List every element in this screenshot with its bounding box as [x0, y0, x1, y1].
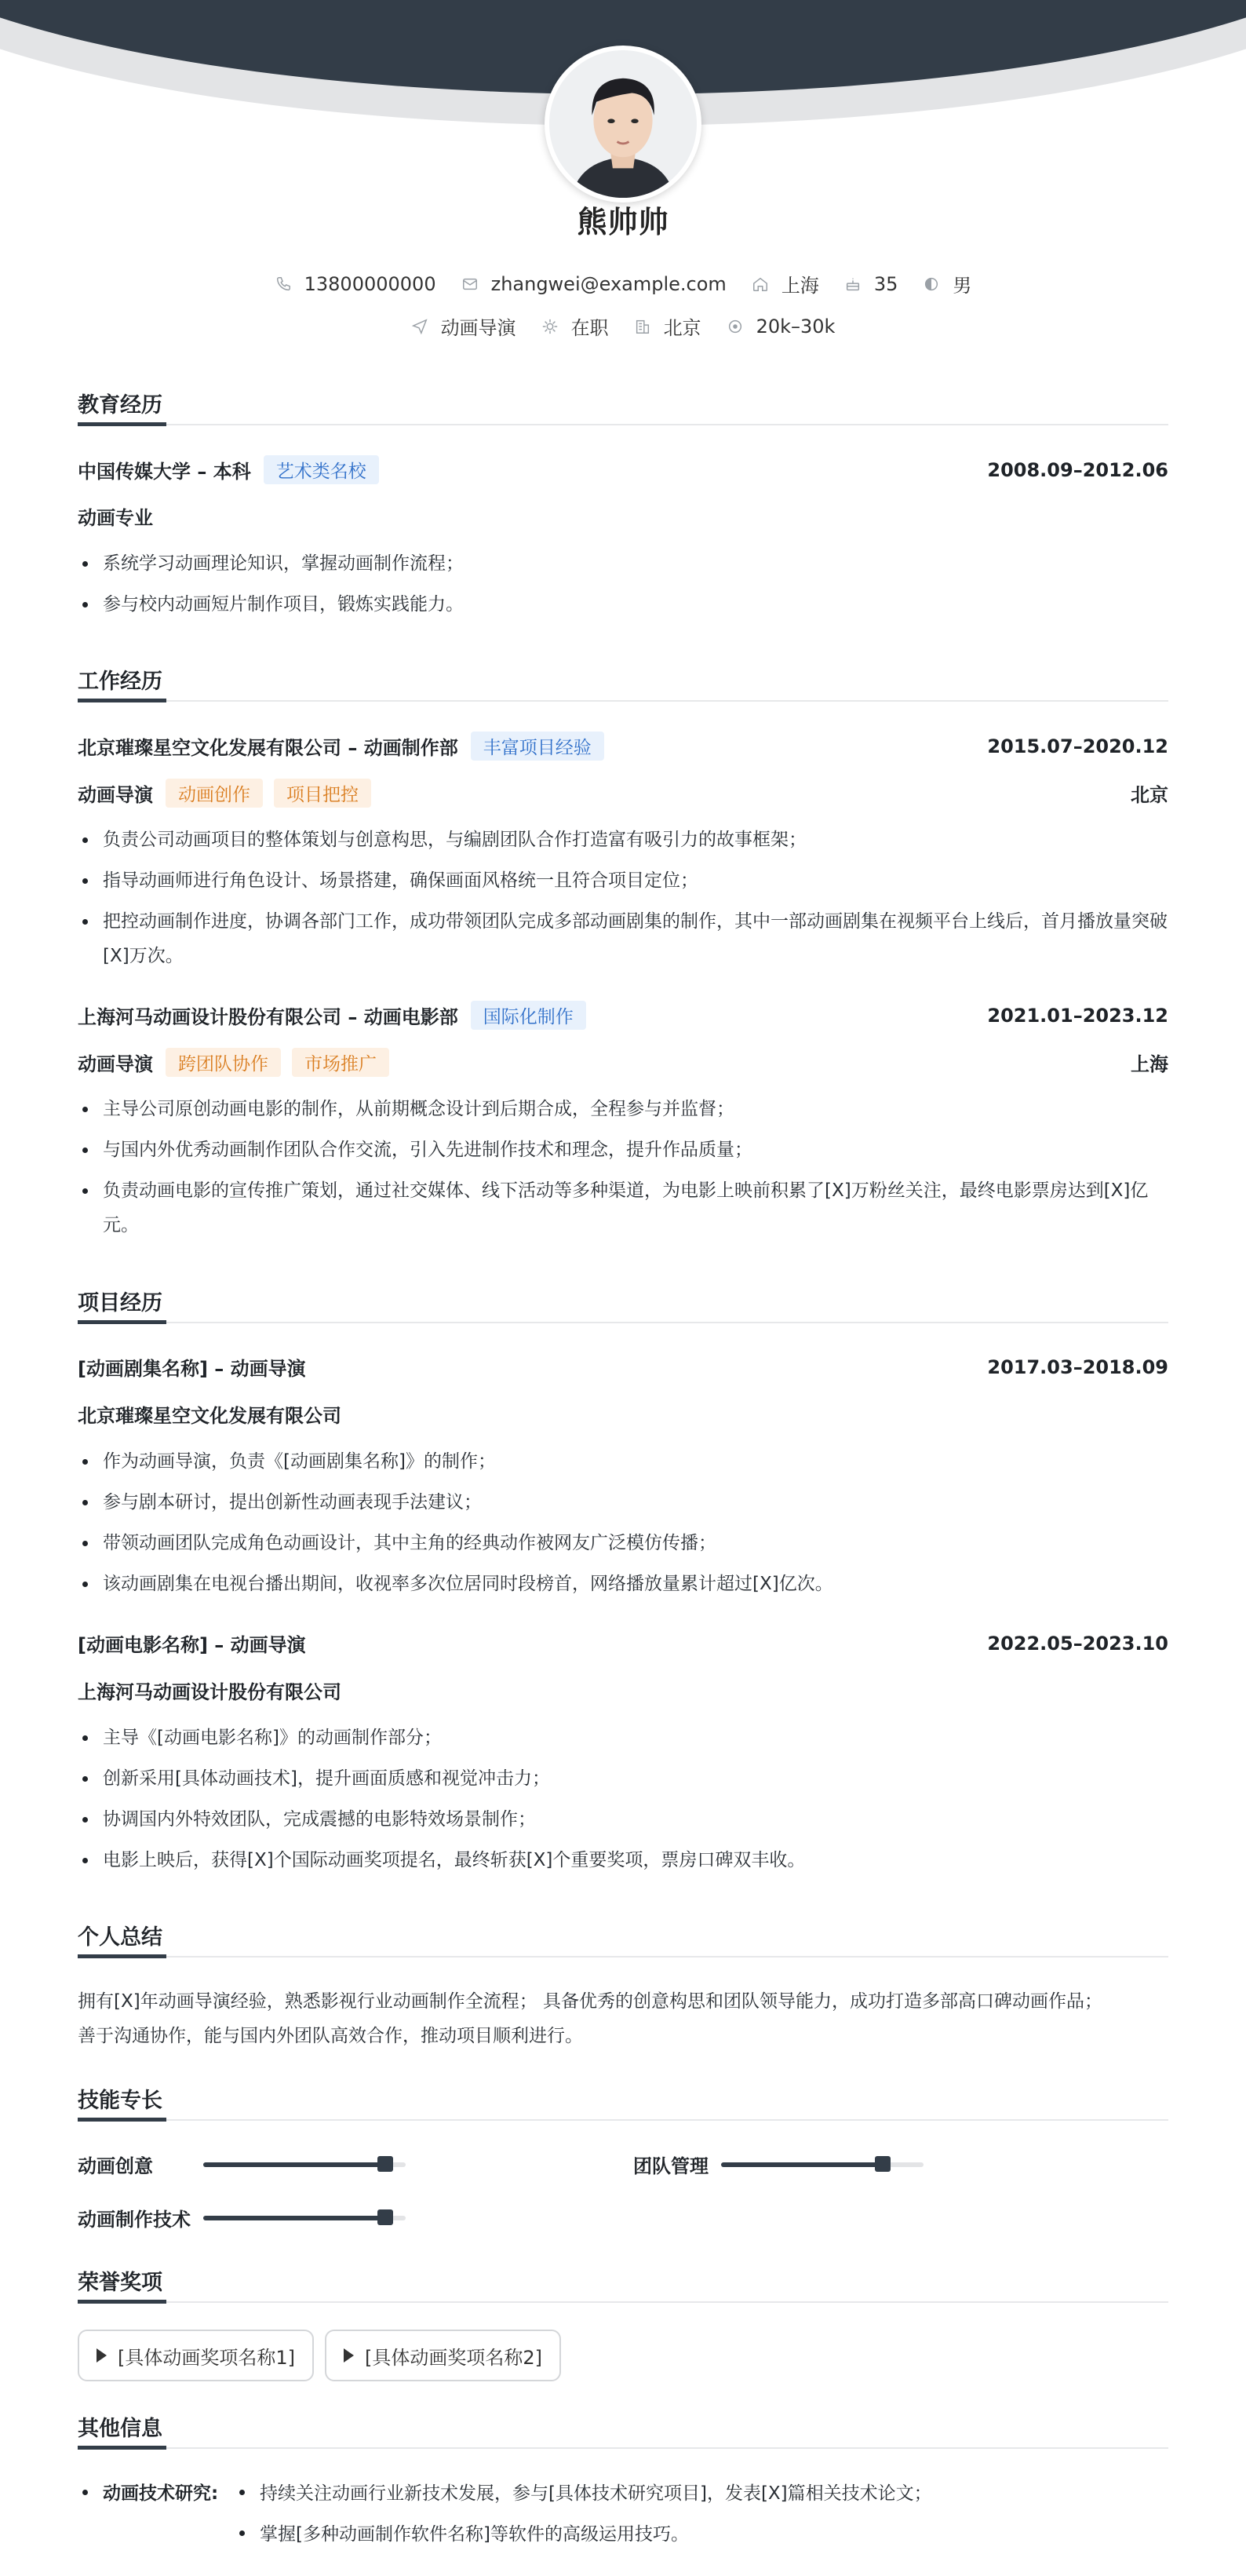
- project-date: 2017.03–2018.09: [987, 1356, 1168, 1378]
- school-tag: 艺术类名校: [264, 455, 379, 484]
- work-date: 2015.07–2020.12: [987, 735, 1168, 757]
- list-item: 参与剧本研讨，提出创新性动画表现手法建议；: [78, 1485, 1170, 1520]
- work-header: [78, 1001, 1168, 1030]
- section-accent: [78, 2118, 166, 2122]
- section-accent: [78, 2446, 166, 2450]
- skill-item: [78, 2204, 406, 2231]
- age-item: [844, 273, 898, 295]
- email-item: [461, 273, 727, 295]
- target-city-text: 北京: [663, 317, 701, 339]
- bullet-dot: [82, 2490, 88, 2495]
- age-text: 35: [873, 272, 898, 295]
- gender-item: [923, 270, 971, 297]
- major-row: [78, 502, 1168, 530]
- avatar: [545, 46, 701, 203]
- skill-name: 团队管理: [633, 2155, 709, 2177]
- skill-name: 动画创意: [78, 2155, 153, 2177]
- section-divider: [78, 2119, 1168, 2121]
- skill-item: [78, 2151, 406, 2178]
- city-text: 上海: [781, 275, 819, 297]
- company-tag: 丰富项目经验: [471, 732, 604, 761]
- summary-line: 拥有[X]年动画导演经验，熟悉影视行业动画制作全流程； 具备优秀的创意构思和团队领导能力，成功打造多部高口碑动画作品；: [78, 1991, 1103, 2012]
- section-title-projects: 项目经历: [78, 1291, 162, 1315]
- award-name: [具体动画奖项名称1]: [118, 2346, 295, 2369]
- list-item: 负责动画电影的宣传推广策划，通过社交媒体、线下活动等多种渠道，为电影上映前积累了[X]万粉丝关注，最终电影票房达到[X]亿元。: [78, 1173, 1170, 1242]
- project-header: [78, 1629, 1168, 1657]
- work-role-row: [78, 1048, 1168, 1077]
- list-item: 与国内外优秀动画制作团队合作交流，引入先进制作技术和理念，提升作品质量；: [78, 1133, 1170, 1167]
- status-icon: [541, 318, 559, 335]
- section-divider: [78, 2447, 1168, 2449]
- status-text: 在职: [570, 317, 609, 339]
- skill-bar: [203, 2162, 406, 2167]
- home-icon: [752, 275, 769, 293]
- education-date: 2008.09–2012.06: [987, 458, 1168, 481]
- project-header: [78, 1353, 1168, 1381]
- salary-item: [727, 316, 836, 338]
- major: 动画专业: [78, 507, 153, 529]
- work-location: 上海: [1131, 1053, 1168, 1075]
- section-title-work: 工作经历: [78, 670, 162, 694]
- list-item: 主导公司原创动画电影的制作，从前期概念设计到后期合成，全程参与并监督；: [78, 1092, 1170, 1126]
- section-divider: [78, 1956, 1168, 1958]
- city-item: [752, 270, 819, 297]
- cake-icon: [844, 275, 862, 293]
- other-item: 持续关注动画行业新技术发展，参与[具体技术研究项目]，发表[X]篇相关技术论文；: [260, 2483, 932, 2504]
- bullet-dot: [239, 2530, 245, 2536]
- skill-name: 动画制作技术: [78, 2209, 191, 2231]
- work-role: 动画导演: [78, 1053, 153, 1075]
- project-company-row: [78, 1400, 1168, 1428]
- school-name: 中国传媒大学 – 本科: [78, 461, 251, 483]
- mail-icon: [461, 275, 479, 293]
- section-title-summary: 个人总结: [78, 1925, 162, 1950]
- status-item: [541, 312, 609, 340]
- skill-bar-knob: [377, 2209, 393, 2225]
- skill-bar-knob: [875, 2156, 891, 2172]
- award-item[interactable]: [78, 2330, 314, 2381]
- section-accent: [78, 699, 166, 702]
- section-title-education: 教育经历: [78, 393, 162, 418]
- caret-right-icon: [97, 2348, 107, 2363]
- other-label: 动画技术研究:: [103, 2483, 219, 2504]
- skill-tag: 市场推广: [292, 1048, 389, 1077]
- skill-tag: 跨团队协作: [166, 1048, 281, 1077]
- section-title-other: 其他信息: [78, 2417, 162, 2441]
- section-title-skills: 技能专长: [78, 2089, 162, 2113]
- skill-item: [633, 2151, 924, 2178]
- skill-bar-fill: [721, 2162, 883, 2167]
- skill-bar: [203, 2216, 406, 2220]
- project-company-row: [78, 1677, 1168, 1704]
- company-name: 上海河马动画设计股份有限公司 – 动画电影部: [78, 1006, 458, 1028]
- candidate-name: 熊帅帅: [577, 205, 669, 239]
- work-role: 动画导演: [78, 784, 153, 806]
- award-name: [具体动画奖项名称2]: [365, 2346, 542, 2369]
- other-item: 掌握[多种动画制作软件名称]等软件的高级运用技巧。: [260, 2524, 689, 2545]
- skill-tag: 动画创作: [166, 779, 263, 808]
- list-item: 电影上映后，获得[X]个国际动画奖项提名，最终斩获[X]个重要奖项，票房口碑双丰收。: [78, 1843, 1170, 1877]
- position-text: 动画导演: [440, 317, 516, 339]
- section-divider: [78, 2301, 1168, 2303]
- project-title: [动画电影名称] – 动画导演: [78, 1634, 306, 1656]
- project-company: 上海河马动画设计股份有限公司: [78, 1681, 341, 1703]
- section-accent: [78, 2300, 166, 2304]
- list-item: 指导动画师进行角色设计、场景搭建，确保画面风格统一且符合项目定位；: [78, 863, 1170, 898]
- phone-icon: [275, 275, 292, 293]
- company-name: 北京璀璨星空文化发展有限公司 – 动画制作部: [78, 737, 458, 759]
- project-title: [动画剧集名称] – 动画导演: [78, 1358, 306, 1380]
- summary-line: 善于沟通协作，能与国内外团队高效合作，推动项目顺利进行。: [78, 2026, 583, 2046]
- work-header: [78, 732, 1168, 761]
- section-accent: [78, 1320, 166, 1324]
- list-item: 带领动画团队完成角色动画设计，其中主角的经典动作被网友广泛模仿传播；: [78, 1526, 1170, 1560]
- section-accent: [78, 1954, 166, 1958]
- section-title-awards: 荣誉奖项: [78, 2271, 162, 2295]
- phone-text: 13800000000: [304, 272, 436, 295]
- list-item: 把控动画制作进度，协调各部门工作，成功带领团队完成多部动画剧集的制作，其中一部动画剧集在视频平台上线后，首月播放量突破[X]万次。: [78, 904, 1170, 973]
- target-city-item: [634, 312, 701, 340]
- work-location: 北京: [1131, 784, 1168, 806]
- award-item[interactable]: [325, 2330, 561, 2381]
- list-item: 创新采用[具体动画技术]，提升画面质感和视觉冲击力；: [78, 1761, 1170, 1796]
- coin-icon: [727, 318, 744, 335]
- building-icon: [634, 318, 651, 335]
- section-divider: [78, 424, 1168, 425]
- project-date: 2022.05–2023.10: [987, 1632, 1168, 1655]
- list-item: 协调国内外特效团队，完成震撼的电影特效场景制作；: [78, 1802, 1170, 1837]
- section-accent: [78, 422, 166, 426]
- list-item: 系统学习动画理论知识，掌握动画制作流程；: [78, 546, 1170, 581]
- skill-bar: [721, 2162, 924, 2167]
- email-text: zhangwei@example.com: [490, 272, 727, 295]
- list-item: 作为动画导演，负责《[动画剧集名称]》的制作；: [78, 1444, 1170, 1479]
- skill-tag: 项目把控: [274, 779, 371, 808]
- section-divider: [78, 700, 1168, 702]
- list-item: 主导《[动画电影名称]》的动画制作部分；: [78, 1720, 1170, 1755]
- caret-right-icon: [344, 2348, 354, 2363]
- salary-text: 20k–30k: [756, 315, 836, 338]
- position-item: [411, 312, 516, 340]
- gender-text: 男: [953, 275, 972, 297]
- skill-bar-knob: [377, 2156, 393, 2172]
- project-company: 北京璀璨星空文化发展有限公司: [78, 1405, 341, 1427]
- skill-bar-fill: [203, 2162, 385, 2167]
- phone-item: [275, 273, 436, 295]
- section-divider: [78, 1322, 1168, 1323]
- bullet-dot: [239, 2490, 245, 2495]
- list-item: 负责公司动画项目的整体策划与创意构思，与编剧团队合作打造富有吸引力的故事框架；: [78, 823, 1170, 857]
- work-date: 2021.01–2023.12: [987, 1004, 1168, 1027]
- send-icon: [411, 318, 428, 335]
- list-item: 该动画剧集在电视台播出期间，收视率多次位居同时段榜首，网络播放量累计超过[X]亿次。: [78, 1567, 1170, 1601]
- job-intent-row: [0, 312, 1246, 340]
- skill-bar-fill: [203, 2216, 385, 2220]
- list-item: 参与校内动画短片制作项目，锻炼实践能力。: [78, 587, 1170, 622]
- company-tag: 国际化制作: [471, 1001, 586, 1030]
- work-role-row: [78, 779, 1168, 808]
- education-header: [78, 455, 1168, 484]
- contact-row: [0, 270, 1246, 297]
- gender-icon: [923, 275, 940, 293]
